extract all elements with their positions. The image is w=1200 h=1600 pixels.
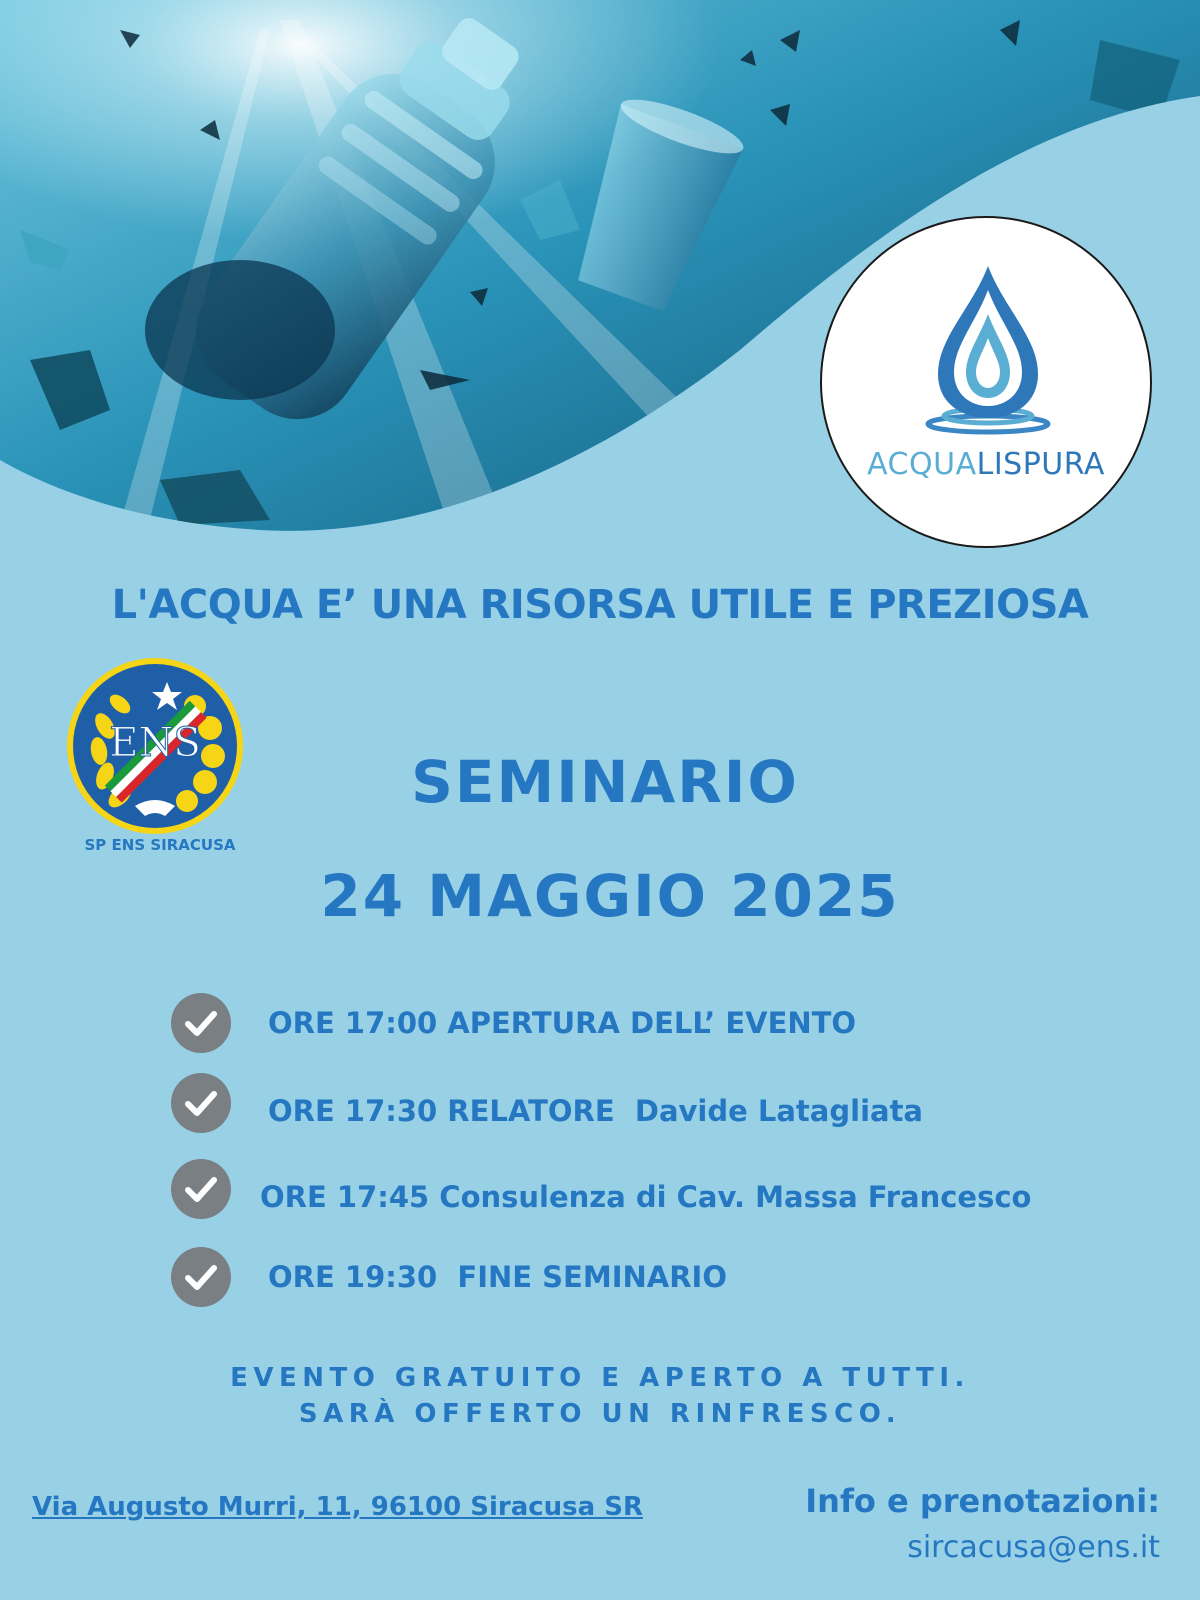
seminar-date: 24 MAGGIO 2025 [320,862,900,930]
program-item-text: ORE 19:30 FINE SEMINARIO [268,1260,728,1294]
program-item [170,1158,1130,1220]
check-circle-icon [170,992,232,1054]
program-item-text: ORE 17:00 APERTURA DELL’ EVENTO [268,1006,857,1040]
brand-name-part-b: LISPURA [976,447,1105,482]
info-label: Info e prenotazioni: [805,1482,1160,1520]
headline: L'ACQUA E’ UNA RISORSA UTILE E PREZIOSA [111,582,1089,628]
acqualispura-logo [820,216,1152,548]
brand-name [822,447,1150,482]
notice-line-2: SARÀ OFFERTO UN RINFRESCO. [298,1399,902,1429]
program-item [170,1072,1130,1134]
email-link[interactable]: sircacusa@ens.it [907,1530,1160,1565]
brand-name-part-a: ACQUA [867,447,977,482]
program-item [170,992,1130,1054]
program-item-text: ORE 17:45 Consulenza di Cav. Massa Francesco [260,1180,1032,1214]
seminar-title: SEMINARIO [411,748,799,816]
program-item [170,1246,1130,1308]
notice-line-1: EVENTO GRATUITO E APERTO A TUTTI. [230,1363,970,1393]
check-circle-icon [170,1246,232,1308]
check-circle-icon [170,1158,232,1220]
water-drop-icon [822,218,1152,548]
address-link[interactable]: Via Augusto Murri, 11, 96100 Siracusa SR [32,1492,643,1522]
event-notice [0,1360,1200,1432]
ens-emblem-text: ENS [109,720,201,766]
ens-caption: SP ENS SIRACUSA [84,836,236,854]
program-item-text: ORE 17:30 RELATORE Davide Latagliata [268,1094,924,1128]
check-circle-icon [170,1072,232,1134]
